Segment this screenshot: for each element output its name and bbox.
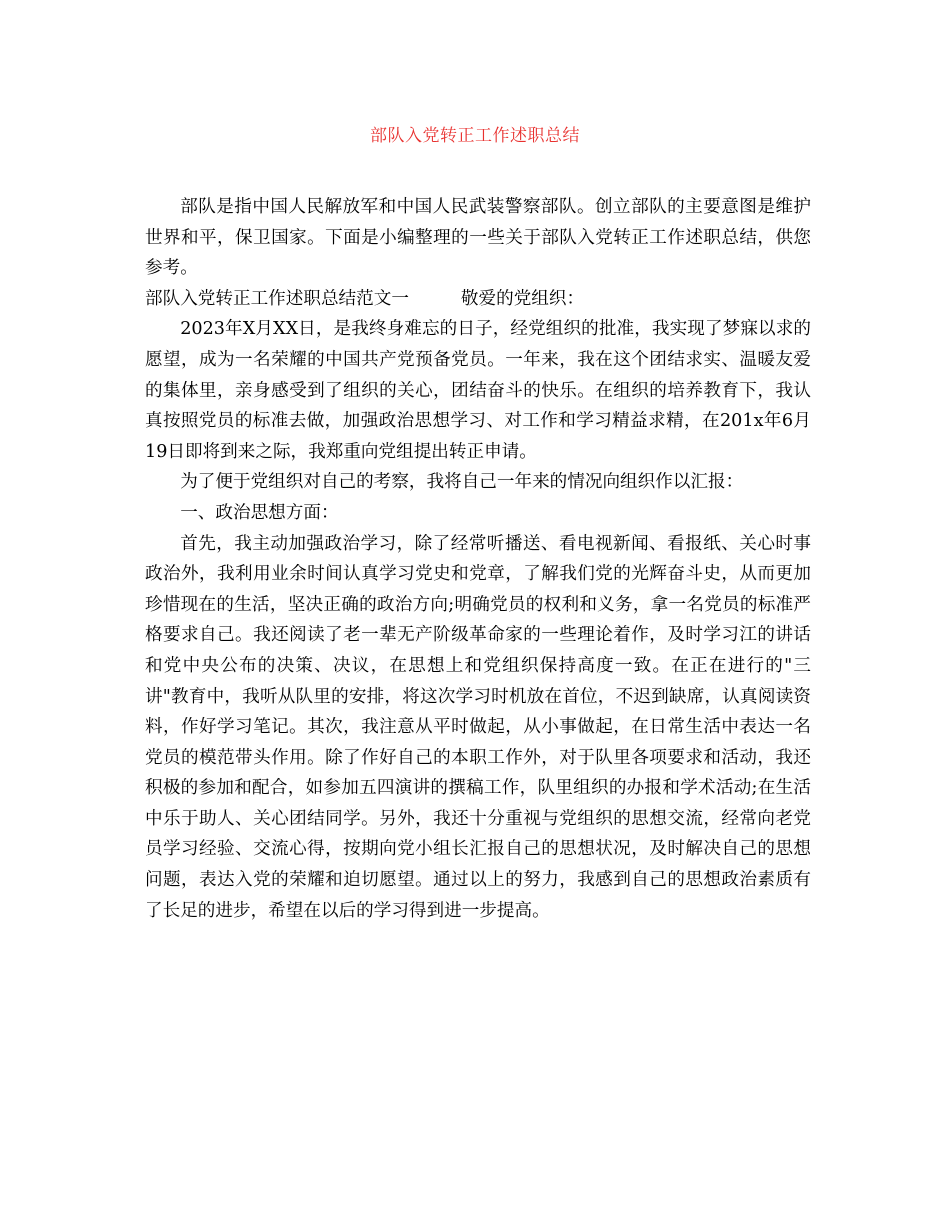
- document-title: 部队入党转正工作述职总结: [370, 126, 580, 146]
- paragraph-1: 2023年X月XX日，是我终身难忘的日子，经党组织的批准，我实现了梦寐以求的愿望，成为一名荣耀的中国共产党预备党员。一年来，我在这个团结求实、温暖友爱的集体里，亲身感受到了组织的关心，团结奋斗的快乐。在组织的培养教育下，我认真按照党员的标准去做，加强政治思想学习、对工作和学习精益求精，在201x年6月19日即将到来之际，我郑重向党组提出转正申请。: [145, 319, 811, 462]
- section-heading-line: [145, 284, 811, 315]
- subheading-political: 一、政治思想方面：: [180, 502, 339, 523]
- intro-paragraph: 部队是指中国人民解放军和中国人民武装警察部队。创立部队的主要意图是维护世界和平，保卫国家。下面是小编整理的一些关于部队入党转正工作述职总结，供您参考。: [145, 197, 811, 279]
- section-heading: 部队入党转正工作述职总结范文一: [145, 288, 409, 309]
- paragraph-3: 首先，我主动加强政治学习，除了经常听播送、看电视新闻、看报纸、关心时事政治外，我利用业余时间认真学习党史和党章，了解我们党的光辉奋斗史，从而更加珍惜现在的生活，坚决正确的政治方向;明确党员的权利和义务，拿一名党员的标准严格要求自己。我还阅读了老一辈无产阶级革命家的一些理论着作，及时学习江的讲话和党中央公布的决策、决议，在思想上和党组织保持高度一致。在正在进行的"三讲"教育中，我听从队里的安排，将这次学习时机放在首位，不迟到缺席，认真阅读资料，作好学习笔记。其次，我注意从平时做起，从小事做起，在日常生活中表达一名党员的模范带头作用。除了作好自己的本职工作外，对于队里各项要求和活动，我还积极的参加和配合，如参加五四演讲的撰稿工作，队里组织的办报和学术活动;在生活中乐于助人、关心团结同学。另外，我还十分重视与党组织的思想交流，经常向老党员学习经验、交流心得，按期向党小组长汇报自己的思想状况，及时解决自己的思想问题，表达入党的荣耀和迫切愿望。通过以上的努力，我感到自己的思想政治素质有了长足的进步，希望在以后的学习得到进一步提高。: [145, 533, 811, 921]
- paragraph-2: 为了便于党组织对自己的考察，我将自己一年来的情况向组织作以汇报：: [180, 472, 744, 493]
- salutation: 敬爱的党组织：: [460, 288, 585, 309]
- document-body: [145, 192, 811, 926]
